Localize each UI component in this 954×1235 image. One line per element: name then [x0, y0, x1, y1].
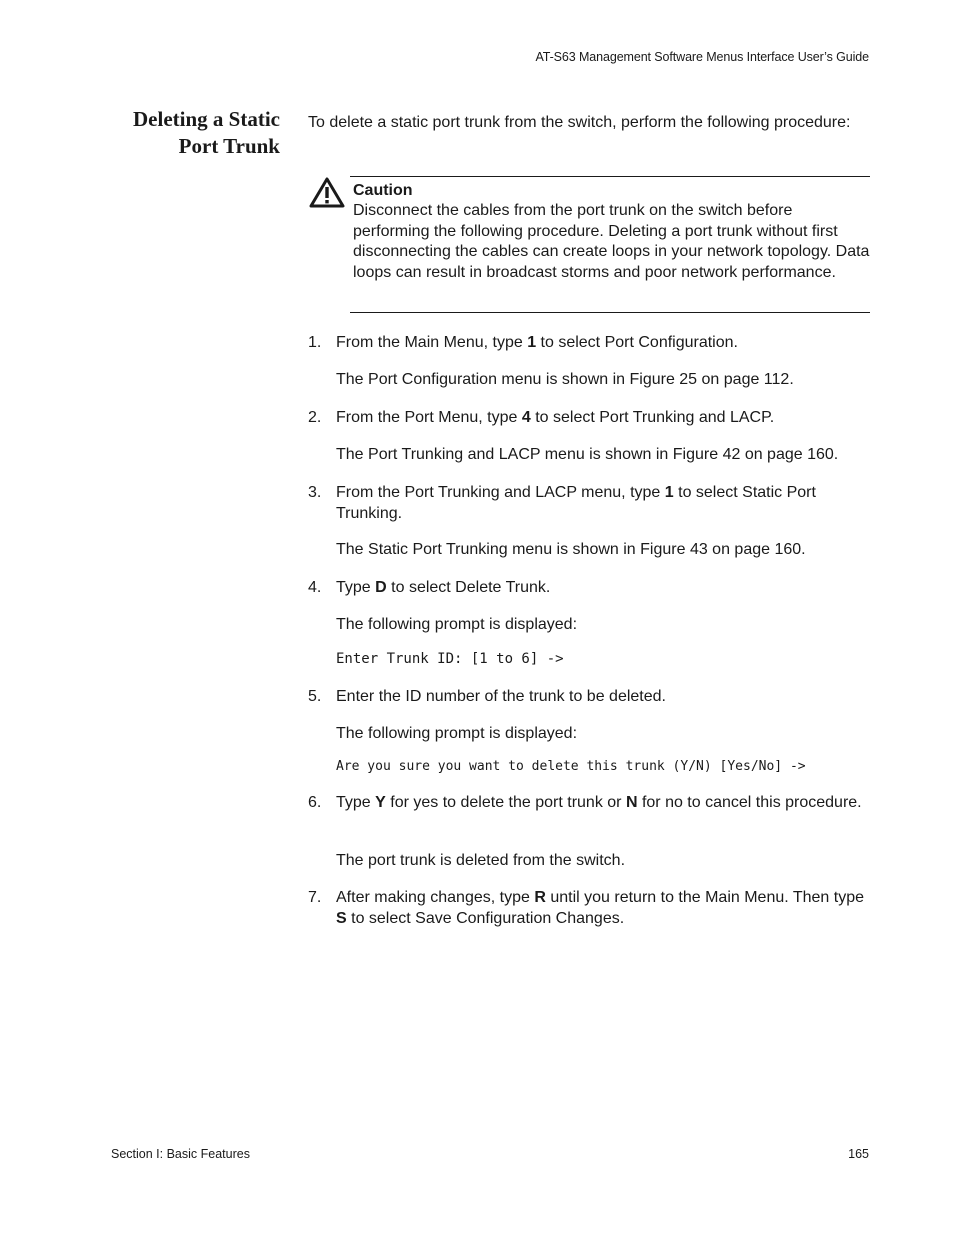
step-text: Type [336, 794, 376, 811]
step-number: 3. [308, 484, 322, 501]
step-number: 2. [308, 409, 322, 426]
step-key: 4 [521, 409, 531, 426]
step-key: Y [375, 794, 386, 811]
note-6: The port trunk is deleted from the switch. [336, 852, 626, 869]
step-number: 4. [308, 579, 322, 596]
step-4 [308, 578, 873, 599]
step-7 [308, 888, 873, 929]
note-3: The Static Port Trunking menu is shown in Figure 43 on page 160. [336, 541, 806, 558]
step-number: 5. [308, 688, 322, 705]
step-text: After making changes, type [336, 889, 535, 906]
step-key: S [336, 909, 347, 927]
step-text: From the Main Menu, type [336, 334, 528, 351]
step-5 [308, 687, 873, 708]
note-4: The following prompt is displayed: [336, 616, 578, 633]
running-header: AT-S63 Management Software Menus Interface User’s Guide [535, 50, 869, 64]
step-2 [308, 408, 873, 429]
step-key: N [625, 794, 638, 811]
warning-icon [309, 176, 345, 208]
page-number: 165 [848, 1147, 869, 1161]
code-prompt-1: Enter Trunk ID: [1 to 6] -> [336, 651, 564, 667]
step-text: to select Save Configuration Changes. [346, 909, 625, 927]
step-6 [308, 793, 873, 814]
step-number: 6. [308, 794, 322, 811]
step-key: R [534, 889, 546, 906]
caution-text: Disconnect the cables from the port trunk on the switch before performing the following procedure. Deleting a port trunk without first disconnecting the cables can create loops in your network topology. Data loops can result in broadcast storms and poor network performance. [353, 202, 870, 281]
step-text: From the Port Menu, type [336, 409, 522, 426]
section-title-line1: Deleting a Static [133, 107, 280, 131]
step-text: Type [336, 579, 376, 596]
step-text: Enter the ID number of the trunk to be deleted. [336, 688, 666, 705]
step-3 [308, 483, 873, 524]
code-prompt-2: Are you sure you want to delete this trunk (Y/N) [Yes/No] -> [336, 759, 806, 774]
step-text: until you return to the Main Menu. Then type [545, 889, 864, 906]
step-text: to select Port Configuration. [536, 334, 738, 351]
section-title [80, 106, 280, 160]
note-1: The Port Configuration menu is shown in Figure 25 on page 112. [336, 371, 794, 388]
step-key: D [375, 579, 387, 596]
footer-section: Section I: Basic Features [111, 1147, 250, 1161]
caution-box [350, 176, 870, 313]
intro-paragraph: To delete a static port trunk from the switch, perform the following procedure: [308, 114, 851, 131]
step-number: 1. [308, 334, 322, 351]
step-text: From the Port Trunking and LACP menu, type [336, 484, 665, 501]
step-text: to select Static Port Trunking. [336, 484, 816, 522]
step-text: to select Port Trunking and LACP. [530, 409, 775, 426]
section-title-line2: Port Trunk [178, 134, 280, 158]
step-text: to select Delete Trunk. [386, 579, 551, 596]
caution-title: Caution [353, 182, 413, 199]
note-5: The following prompt is displayed: [336, 725, 578, 742]
step-key: 1 [527, 334, 537, 351]
step-key: 1 [664, 484, 674, 501]
note-2: The Port Trunking and LACP menu is shown in Figure 42 on page 160. [336, 446, 839, 463]
step-number: 7. [308, 889, 322, 906]
step-text: for no to cancel this procedure. [637, 794, 862, 811]
step-1 [308, 333, 873, 354]
step-text: for yes to delete the port trunk or [385, 794, 626, 811]
